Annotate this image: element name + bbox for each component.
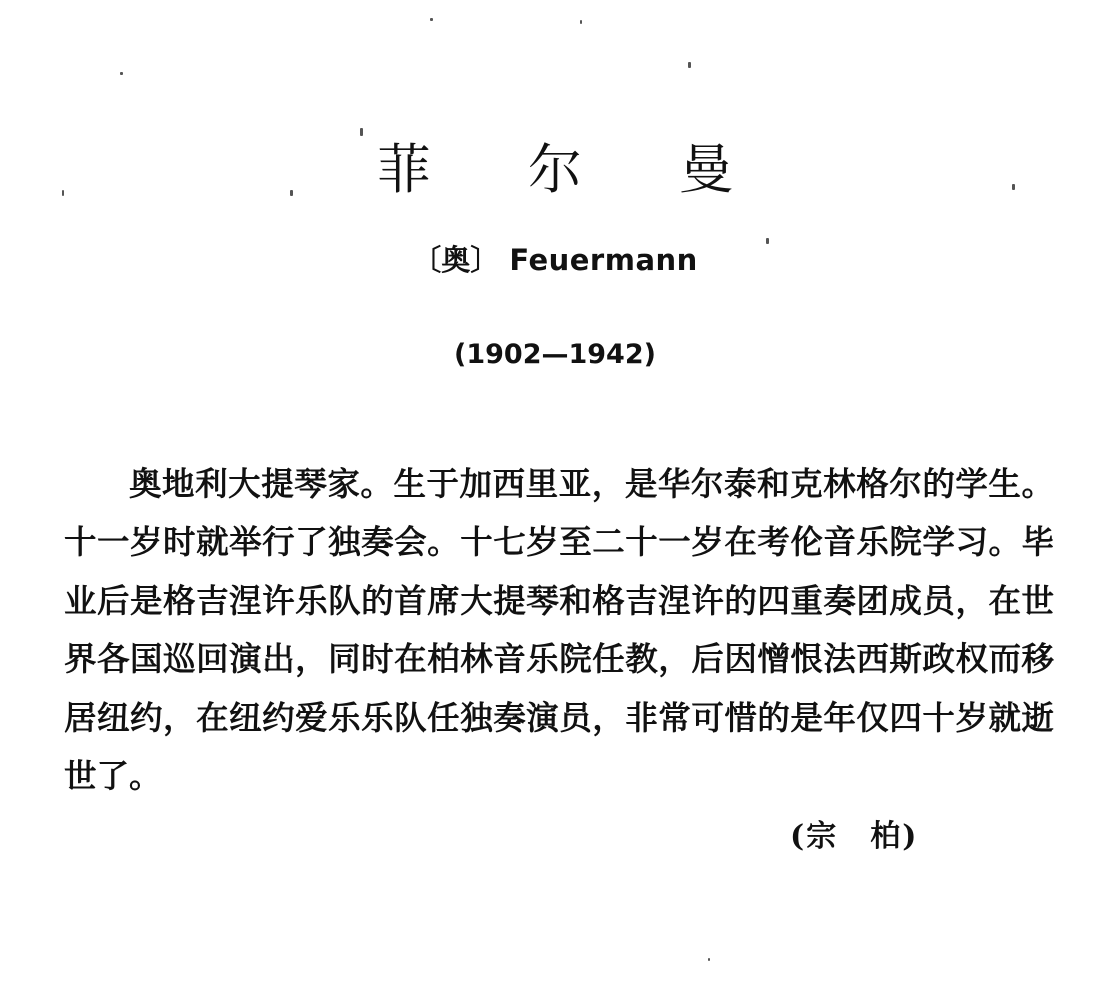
- origin-line: [0, 240, 1110, 280]
- latin-name: Feuermann: [509, 243, 698, 277]
- scan-speck: [708, 958, 710, 961]
- scan-speck: [120, 72, 123, 75]
- author-signature: (宗 柏): [790, 819, 919, 854]
- origin-country: 〔奥〕: [412, 243, 500, 277]
- scan-speck: [430, 18, 433, 21]
- scan-speck: [580, 20, 582, 24]
- scan-speck: [688, 62, 691, 68]
- biography-paragraph: 奥地利大提琴家。生于加西里亚，是华尔泰和克林格尔的学生。十一岁时就举行了独奏会。十七岁至二十一岁在考伦音乐院学习。毕业后是格吉涅许乐队的首席大提琴和格吉涅许的四重奏团成员，在世界各国巡回演出，同时在柏林音乐院任教，后因憎恨法西斯政权而移居纽约，在纽约爱乐乐队任独奏演员，非常可惜的是年仅四十岁就逝世了。: [64, 464, 1054, 796]
- life-dates: (1902—1942): [454, 339, 656, 370]
- entry-title: 菲 尔 曼: [376, 138, 774, 201]
